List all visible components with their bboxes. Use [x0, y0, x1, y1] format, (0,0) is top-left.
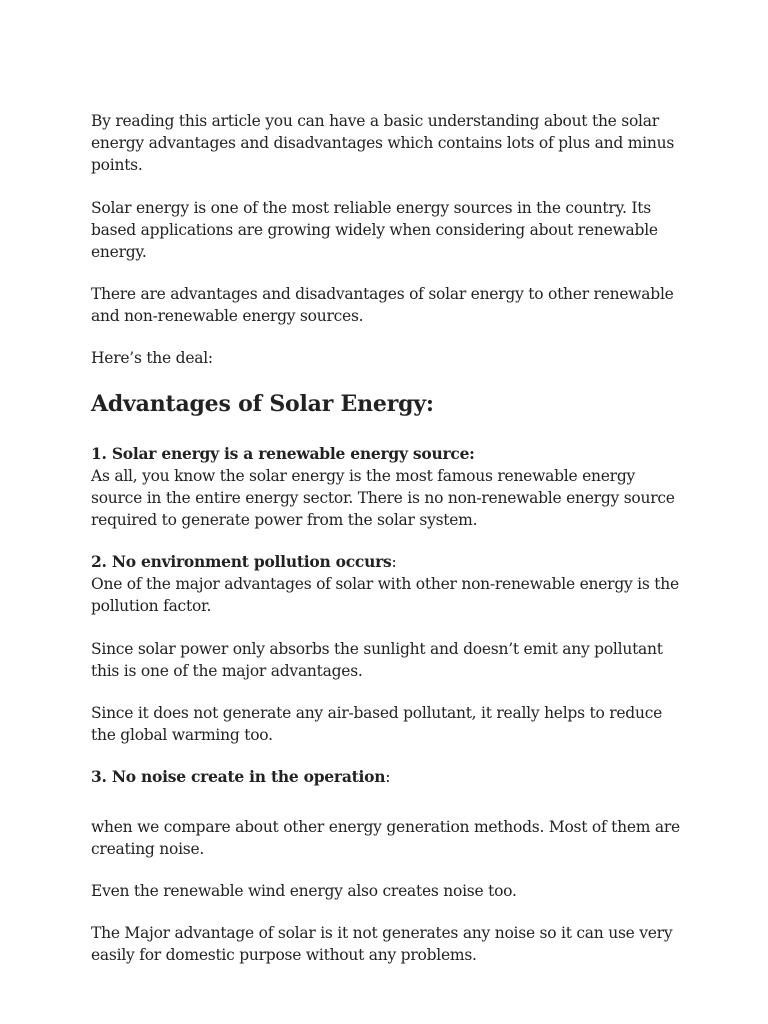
intro-paragraph-1: By reading this article you can have a basic understanding about the solar energy advantages and disadvantages which contains lots of plus and minus points.: [91, 112, 675, 174]
section-heading: Advantages of Solar Energy:: [91, 391, 434, 417]
article-body: [91, 110, 681, 966]
intro-paragraph-4: Here’s the deal:: [91, 349, 213, 367]
intro-paragraph-2: Solar energy is one of the most reliable energy sources in the country. Its based applications are growing widely when considering about renewable energy.: [91, 199, 658, 261]
section-1-title: [91, 443, 681, 465]
section-2-paragraph-3: Since it does not generate any air-based pollutant, it really helps to reduce the global warming too.: [91, 704, 663, 744]
section-1-paragraph-1: As all, you know the solar energy is the most famous renewable energy source in the entire energy sector. There is no non-renewable energy source required to generate power from the solar system.: [91, 467, 675, 529]
section-2-title-text: 2. No environment pollution occurs: [91, 552, 392, 571]
intro-paragraph-3: There are advantages and disadvantages of solar energy to other renewable and non-renewable energy sources.: [91, 285, 674, 325]
section-3-title-suffix: :: [385, 768, 391, 786]
section-2-title-suffix: :: [391, 553, 397, 571]
section-3-title: [91, 766, 681, 788]
section-2-paragraph-2: Since solar power only absorbs the sunlight and doesn’t emit any pollutant this is one of the major advantages.: [91, 640, 663, 680]
section-3-paragraph-3: The Major advantage of solar is it not generates any noise so it can use very easily for domestic purpose without any problems.: [91, 924, 673, 964]
section-1-title-text: 1. Solar energy is a renewable energy source:: [91, 444, 475, 463]
section-3-paragraph-2: Even the renewable wind energy also creates noise too.: [91, 882, 517, 900]
section-2-paragraph-1: One of the major advantages of solar with other non-renewable energy is the pollution factor.: [91, 575, 679, 615]
section-3-title-text: 3. No noise create in the operation: [91, 767, 386, 786]
section-2-title: [91, 551, 681, 573]
section-3-paragraph-1: when we compare about other energy generation methods. Most of them are creating noise.: [91, 818, 680, 858]
